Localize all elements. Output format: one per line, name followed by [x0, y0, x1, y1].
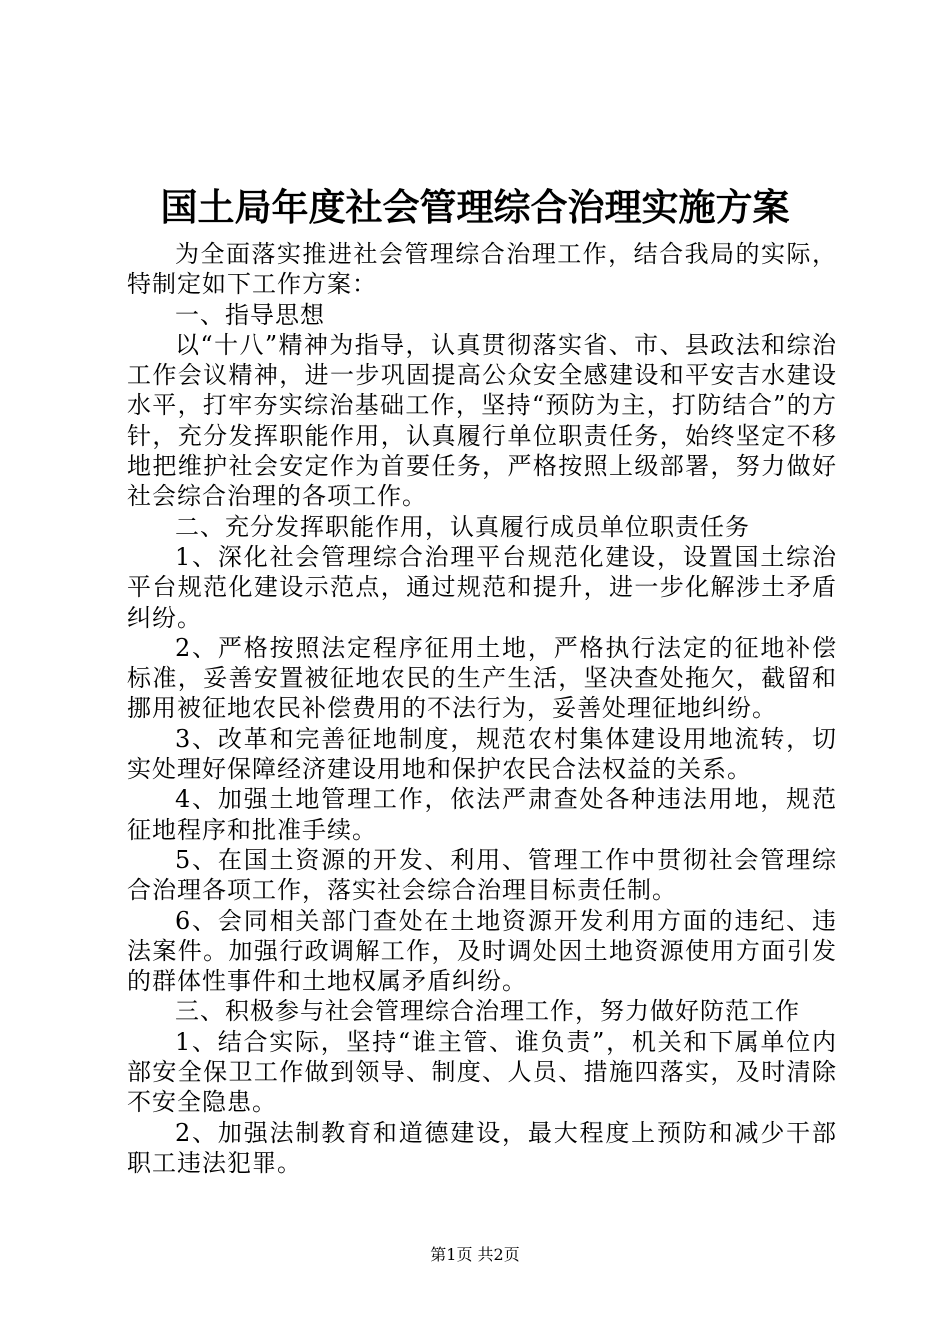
list-item-2-6: 6、会同相关部门查处在土地资源开发利用方面的违纪、违法案件。加强行政调解工作，及时调处因土地资源使用方面引发的群体性事件和土地权属矛盾纠纷。 [127, 906, 837, 996]
list-item-2-1: 1、深化社会管理综合治理平台规范化建设，设置国土综治平台规范化建设示范点，通过规范和提升，进一步化解涉土矛盾纠纷。 [127, 542, 837, 632]
section-heading-2: 二、充分发挥职能作用，认真履行成员单位职责任务 [175, 512, 750, 541]
section-heading-1: 一、指导思想 [175, 300, 325, 329]
list-item-3-1: 1、结合实际，坚持“谁主管、谁负责”，机关和下属单位内部安全保卫工作做到领导、制度、人员、措施四落实，及时清除不安全隐患。 [127, 1027, 837, 1117]
list-item-2-4: 4、加强土地管理工作，依法严肃查处各种违法用地，规范征地程序和批准手续。 [127, 785, 837, 844]
list-item-2-2: 2、严格按照法定程序征用土地，严格执行法定的征地补偿标准，妥善安置被征地农民的生产生活，坚决查处拖欠，截留和挪用被征地农民补偿费用的不法行为，妥善处理征地纠纷。 [127, 633, 837, 723]
document-body [127, 239, 837, 1178]
paragraph-guiding-thought: 以“十八”精神为指导，认真贯彻落实省、市、县政法和综治工作会议精神，进一步巩固提高公众安全感建设和平安吉水建设水平，打牢夯实综治基础工作，坚持“预防为主，打防结合”的方针，充分发挥职能作用，认真履行单位职责任务，始终坚定不移地把维护社会安定作为首要任务，严格按照上级部署，努力做好社会综合治理的各项工作。 [127, 330, 837, 511]
list-item-3-2: 2、加强法制教育和道德建设，最大程度上预防和减少干部职工违法犯罪。 [127, 1118, 837, 1177]
intro-paragraph: 为全面落实推进社会管理综合治理工作，结合我局的实际，特制定如下工作方案： [127, 240, 837, 299]
page-title: 国土局年度社会管理综合治理实施方案 [160, 186, 790, 229]
list-item-2-5: 5、在国土资源的开发、利用、管理工作中贯彻社会管理综合治理各项工作，落实社会综合治理目标责任制。 [127, 845, 837, 905]
list-item-2-3: 3、改革和完善征地制度，规范农村集体建设用地流转，切实处理好保障经济建设用地和保护农民合法权益的关系。 [127, 724, 837, 784]
page-number-footer: 第1页 共2页 [430, 1245, 520, 1264]
section-heading-3: 三、积极参与社会管理综合治理工作，努力做好防范工作 [175, 997, 800, 1026]
